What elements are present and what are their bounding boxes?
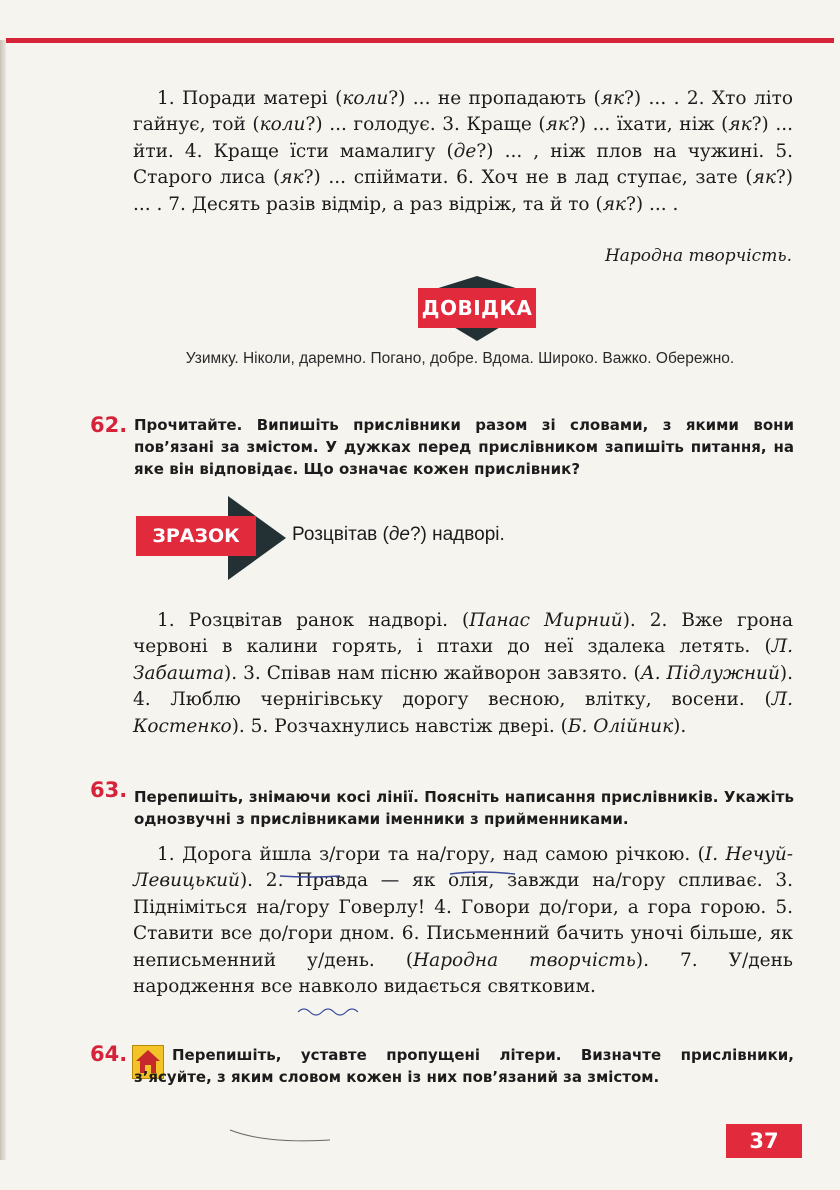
exercise-number-63: 63. [90,778,128,802]
pencil-underline [270,858,530,880]
exercise-62-task: Прочитайте. Випишіть прислівники разом зі словами, з якими вони пов’язані за змістом. У дужках перед прислівником запишіть питання, на яке він відповідає. Що означає кожен прислівник? [134,416,794,478]
exercise-number-64: 64. [90,1042,128,1066]
zrazok-sample: Розцвітав (де?) надворі. [292,524,505,545]
exercise-63-task: Перепишіть, знімаючи косі лінії. Поясніть написання прислівників. Укажіть однозвучні з прислівниками іменники з прийменниками. [134,788,794,828]
dovidka-words: Узимку. Ніколи, даремно. Погано, добре. Вдома. Широко. Важко. Обережно. [185,350,735,367]
exercise-63-text: 1. Дорога йшла з/гори та на/гору, над самою річкою. (І. Нечуй-Левицький). 2. Правда — як олія, завжди на/гору спливає. 3. Підніміться на/гору Говерлу! 4. Говори до/гори, а гора горою. 5. Ставити все до/гори дном. 6. Письменний бачить уночі більше, як неписьменний у/день. (Народна творчість). 7. У/день народження все навколо видається святковим. [133,844,794,998]
exercise-62-text: 1. Розцвітав ранок надворі. (Панас Мирний). 2. Вже грона червоні в калини горять, і птахи до неї здалека летять. (Л. Забашта). 3. Співав нам пісню жайворон завзято. (А. Підлужний). 4. Люблю чернігівську дорогу весною, влітку, восени. (Л. Костенко). 5. Розчахнулись навстіж двері. (Б. Олійник). [133,610,794,737]
page-number: 37 [726,1124,802,1158]
proverbs-paragraph: 1. Поради матері (коли?) ... не пропадають (як?) ... . 2. Хто літо гайнує, той (коли?) ... голодує. 3. Краще (як?) ... їхати, ніж (як?) ... йти. 4. Краще їсти мамалигу (де?) ... , ніж плов на чужині. 5. Старого лиса (як?) ... спіймати. 6. Хоч не в лад ступає, зате (як?) ... . 7. Десять разів відмір, а раз відріж, та й то (як?) ... . [133,88,794,215]
dovidka-label: ДОВІДКА [418,288,536,328]
page-edge [0,40,6,1160]
zrazok-label: ЗРАЗОК [136,516,256,556]
pencil-wave [296,1004,376,1018]
pencil-stroke [226,1126,336,1146]
exercise-64-task: Перепишіть, уставте пропущені літери. Визначте прислівники, з’ясуйте, з яким словом кожен із них пов’язаний за змістом. [134,1046,794,1086]
attribution: Народна творчість. [604,246,792,266]
top-rule [6,38,834,43]
dovidka-banner [418,276,536,342]
zrazok-banner [136,496,286,580]
exercise-number-62: 62. [90,413,128,437]
